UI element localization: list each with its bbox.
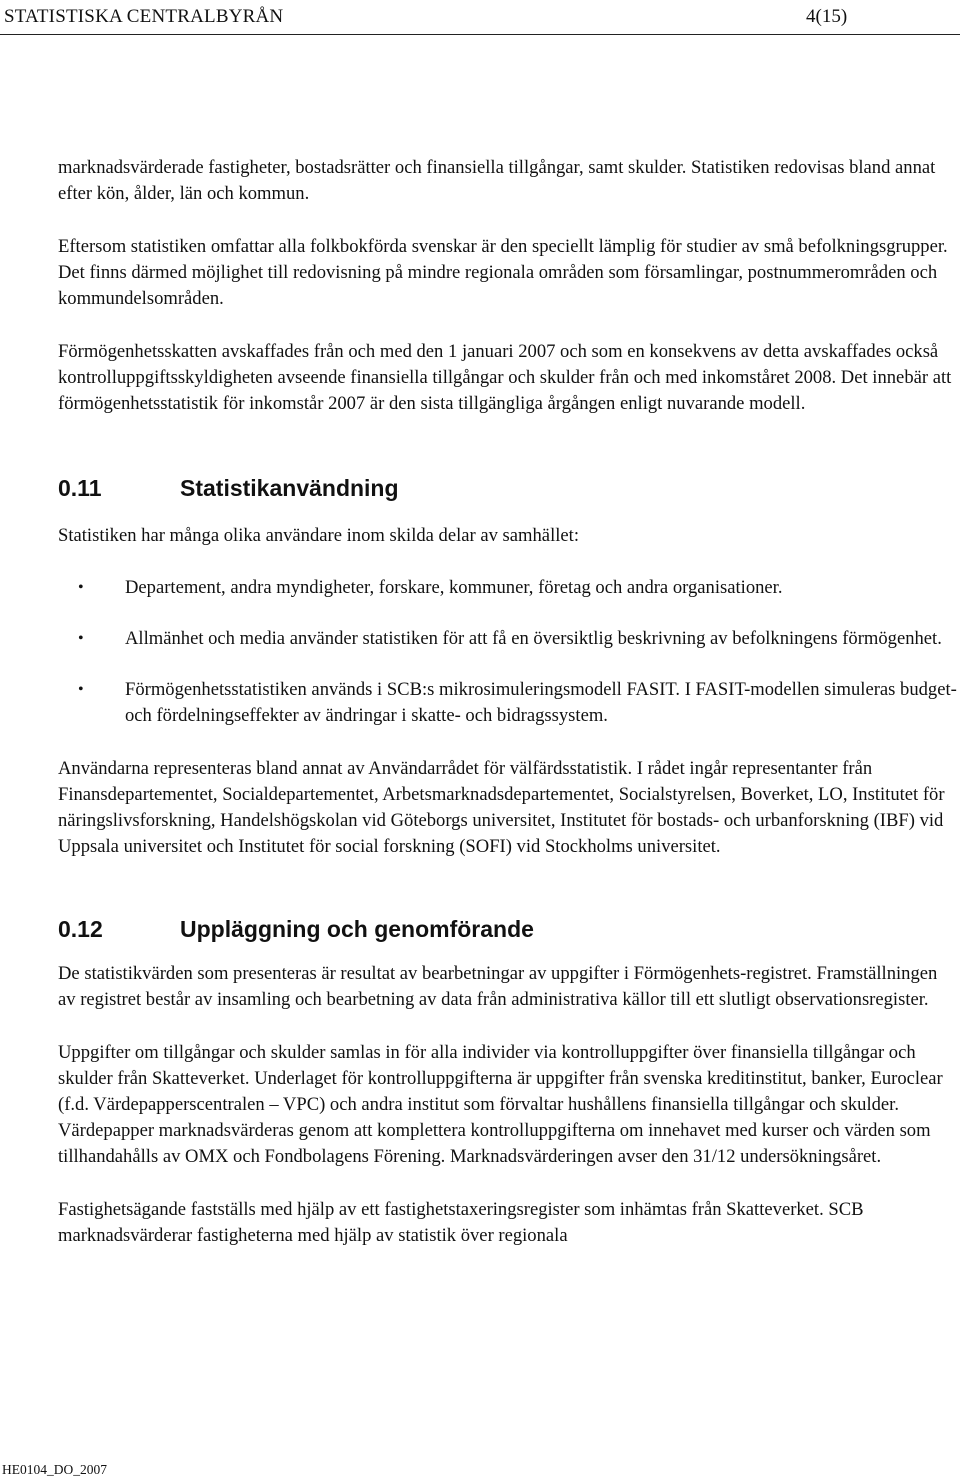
section-title: Uppläggning och genomförande <box>180 916 534 942</box>
section-title: Statistikanvändning <box>180 475 399 501</box>
bullet-icon: • <box>78 681 84 698</box>
paragraph-data-collection: Uppgifter om tillgångar och skulder samlas in för alla individer via kontrolluppgifter över finansiella tillgångar och skulder från Skatteverket. Underlaget för kontrolluppgifterna är uppgifter från svenska kreditinstitut, banker, Euroclear (f.d. Värdepapperscentralen – VPC) och andra institut som förvaltar hushållens finansiella tillgångar och skulder. Värdepapper marknadsvärderas genom att komplettera kontrolluppgifterna om innehavet med kurser och värden som tillhandahålls av OMX och Fondbolagens Förening. Marknadsvärderingen avser den 31/12 undersökningsåret. <box>58 1042 943 1167</box>
paragraph-wealth-tax: Förmögenhetsskatten avskaffades från och med den 1 januari 2007 och som en konsekvens av detta avskaffades också kontrolluppgiftsskyldigheten avseende finansiella tillgångar och skulder från och med inkomståret 2008. Det innebär att förmögenhetsstatistik för inkomstår 2007 är den sista tillgängliga årgången enligt nuvarande modell. <box>58 341 952 414</box>
bullet-icon: • <box>78 630 84 647</box>
paragraph-register: De statistikvärden som presenteras är resultat av bearbetningar av uppgifter i Förmögenhets-registret. Framställningen av registret består av insamling och bearbetning av data från administrativa källor till ett slutligt observationsregister. <box>58 963 938 1010</box>
section-number: 0.11 <box>58 475 102 501</box>
list-item <box>58 677 958 729</box>
paragraph-intro: marknadsvärderade fastigheter, bostadsrätter och finansiella tillgångar, samt skulder. Statistiken redovisas bland annat efter kön, ålder, län och kommun. <box>58 157 936 204</box>
section-number: 0.12 <box>58 916 103 942</box>
list-item <box>58 626 958 652</box>
organization-name: STATISTISKA CENTRALBYRÅN <box>4 6 284 27</box>
users-bullet-list <box>58 575 958 729</box>
page-number: 4(15) <box>806 6 848 27</box>
header-divider <box>0 34 960 35</box>
section-heading-design-and-implementation <box>58 914 958 944</box>
list-item <box>58 575 958 601</box>
list-item-text: Förmögenhetsstatistiken används i SCB:s mikrosimuleringsmodell FASIT. I FASIT-modellen simuleras budget- och fördelningseffekter av ändringar i skatte- och bidragssystem. <box>125 679 957 726</box>
document-code: HE0104_DO_2007 <box>2 1462 107 1477</box>
list-item-text: Allmänhet och media använder statistiken för att få en översiktlig beskrivning av befolkningens förmögenhet. <box>125 628 942 649</box>
paragraph-users-intro: Statistiken har många olika användare inom skilda delar av samhället: <box>58 525 579 546</box>
document-body <box>58 155 958 1249</box>
section-heading-statistics-usage <box>58 473 958 503</box>
paragraph-user-council: Användarna representeras bland annat av Användarrådet för välfärdsstatistik. I rådet ingår representanter från Finansdepartementet, Socialdepartementet, Arbetsmarknadsdepartementet, Socialstyrelsen, Boverket, LO, Institutet för näringslivsforskning, Handelshögskolan vid Göteborgs universitet, Institutet för bostads- och urbanforskning (IBF) vid Uppsala universitet och Institutet för social forskning (SOFI) vid Stockholms universitet. <box>58 758 945 857</box>
paragraph-property: Fastighetsägande fastställs med hjälp av ett fastighetstaxeringsregister som inhämtas från Skatteverket. SCB marknadsvärderar fastigheterna med hjälp av statistik över regionala <box>58 1199 864 1246</box>
bullet-icon: • <box>78 579 84 596</box>
paragraph-population-groups: Eftersom statistiken omfattar alla folkbokförda svenskar är den speciellt lämplig för studier av små befolkningsgrupper. Det finns därmed möjlighet till redovisning på mindre regionala områden som församlingar, postnummerområden och kommundelsområden. <box>58 236 948 309</box>
list-item-text: Departement, andra myndigheter, forskare, kommuner, företag och andra organisationer. <box>125 577 783 598</box>
page-header <box>0 0 960 34</box>
